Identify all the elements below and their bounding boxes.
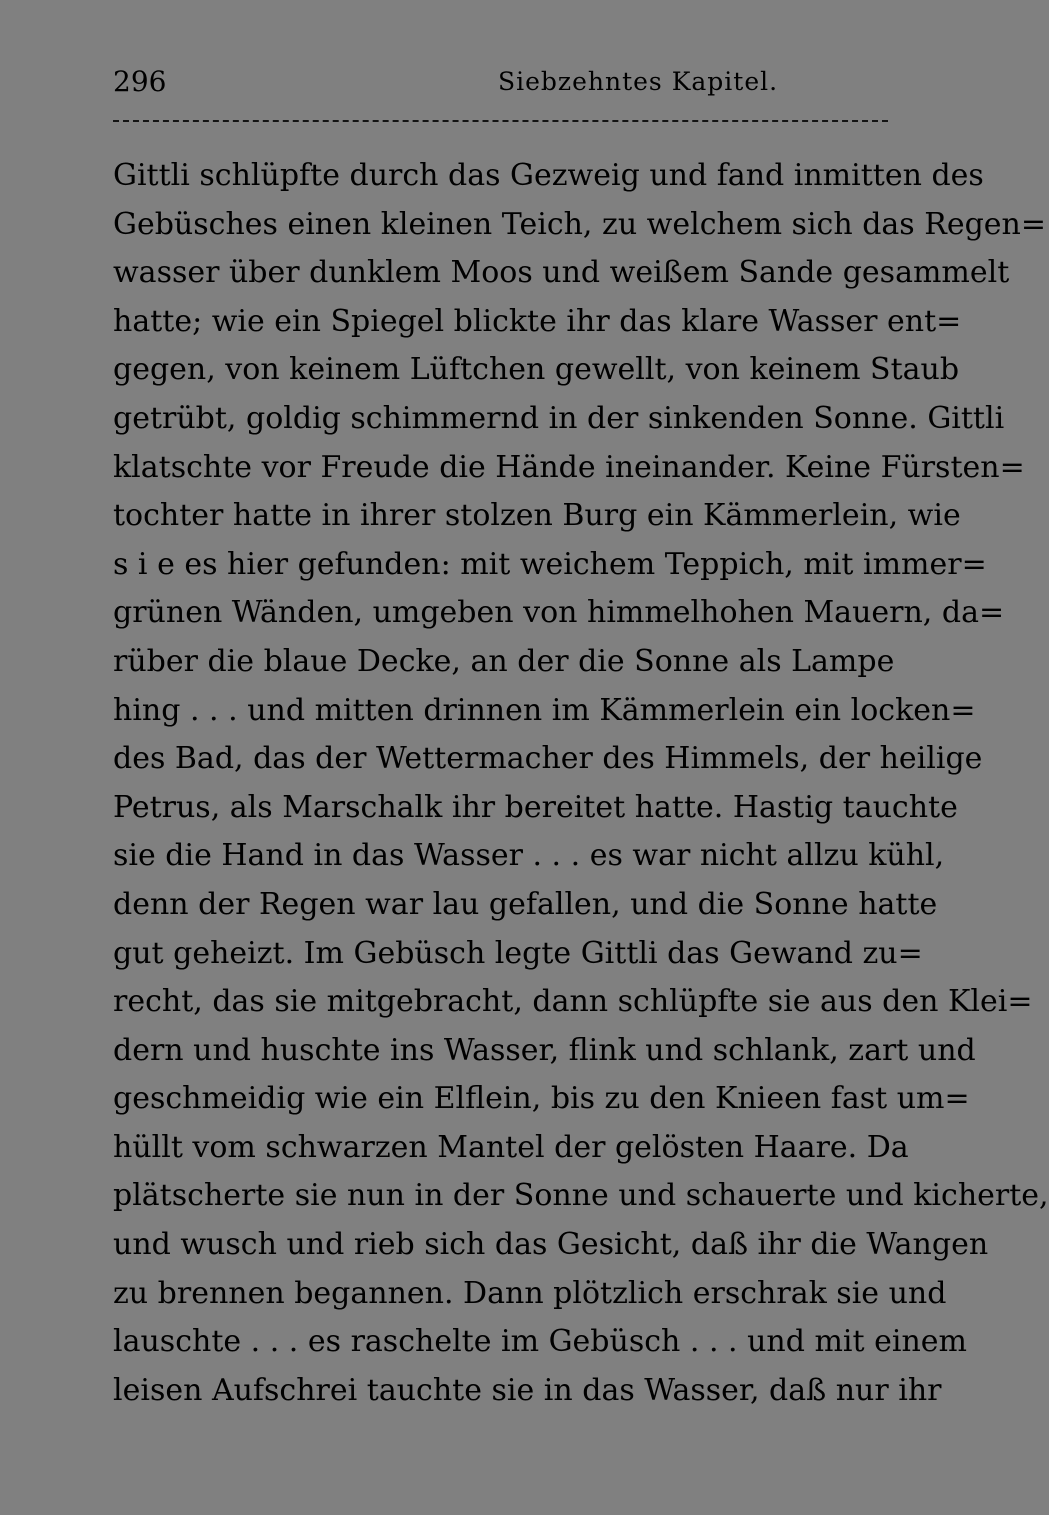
text-line: hatte; wie ein Spiegel blickte ihr das klare Wasser ent= — [113, 303, 962, 339]
text-line: klatschte vor Freude die Hände ineinander. Keine Fürsten= — [113, 449, 1025, 485]
header-rule — [113, 120, 888, 122]
text-line: hüllt vom schwarzen Mantel der gelösten Haare. Da — [113, 1129, 909, 1165]
text-line: zu brennen begannen. Dann plötzlich erschrak sie und — [113, 1275, 947, 1311]
page-header — [113, 62, 888, 102]
body-text — [113, 152, 1049, 1415]
text-line: getrübt, goldig schimmernd in der sinkenden Sonne. Gittli — [113, 400, 1005, 436]
running-head: Siebzehntes Kapitel. — [498, 67, 779, 96]
text-line: lauschte . . . es raschelte im Gebüsch . . . und mit einem — [113, 1324, 967, 1360]
text-line: leisen Aufschrei tauchte sie in das Wasser, daß nur ihr — [113, 1372, 942, 1408]
text-line: des Bad, das der Wettermacher des Himmels, der heilige — [113, 741, 983, 777]
text-line: geschmeidig wie ein Elflein, bis zu den Knieen fast um= — [113, 1081, 970, 1117]
text-line: wasser über dunklem Moos und weißem Sande gesammelt — [113, 255, 1010, 291]
text-line: dern und huschte ins Wasser, flink und schlank, zart und — [113, 1032, 976, 1068]
text-line: plätscherte sie nun in der Sonne und schauerte und kicherte, — [113, 1178, 1049, 1214]
text-line: gegen, von keinem Lüftchen gewellt, von keinem Staub — [113, 352, 960, 388]
text-line: gut geheizt. Im Gebüsch legte Gittli das Gewand zu= — [113, 935, 923, 971]
text-line: und wusch und rieb sich das Gesicht, daß ihr die Wangen — [113, 1227, 989, 1263]
text-line: tochter hatte in ihrer stolzen Burg ein Kämmerlein, wie — [113, 498, 961, 534]
text-line: rüber die blaue Decke, an der die Sonne als Lampe — [113, 643, 895, 679]
text-line: Petrus, als Marschalk ihr bereitet hatte. Hastig tauchte — [113, 789, 958, 825]
text-line: recht, das sie mitgebracht, dann schlüpfte sie aus den Klei= — [113, 984, 1033, 1020]
page-number: 296 — [113, 65, 167, 98]
text-line: hing . . . und mitten drinnen im Kämmerlein ein locken= — [113, 692, 976, 728]
text-line: denn der Regen war lau gefallen, und die Sonne hatte — [113, 886, 938, 922]
text-line: s i e es hier gefunden: mit weichem Teppich, mit immer= — [113, 546, 987, 582]
text-line: grünen Wänden, umgeben von himmelhohen Mauern, da= — [113, 595, 1005, 631]
text-line: sie die Hand in das Wasser . . . es war nicht allzu kühl, — [113, 838, 945, 874]
text-line: Gittli schlüpfte durch das Gezweig und fand inmitten des — [113, 158, 984, 193]
text-line: Gebüsches einen kleinen Teich, zu welchem sich das Regen= — [113, 206, 1046, 242]
